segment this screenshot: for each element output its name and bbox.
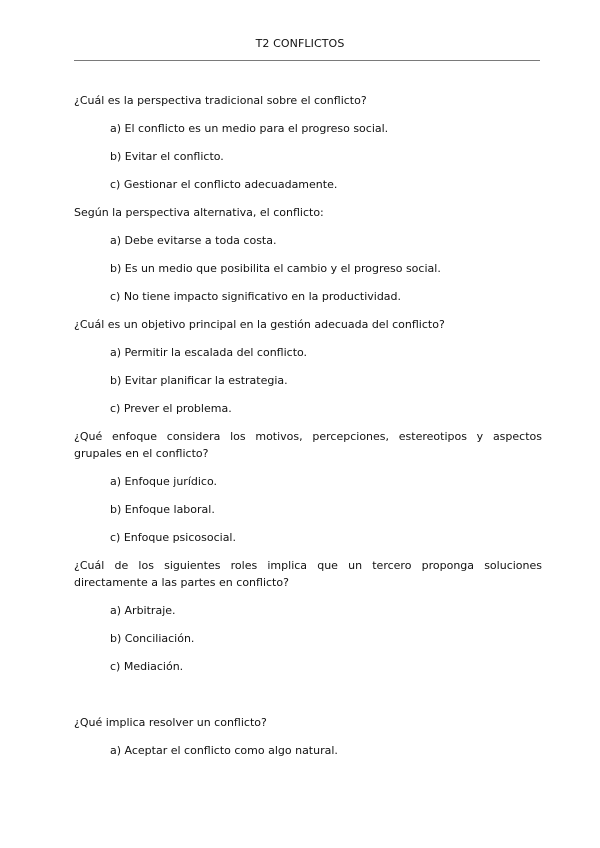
option: a) Debe evitarse a toda costa. [110,234,277,247]
option: b) Evitar planificar la estrategia. [110,374,288,387]
question-4-options [74,473,542,546]
option: b) Conciliación. [110,632,195,645]
title-divider [74,60,540,61]
option: b) Es un medio que posibilita el cambio y el progreso social. [110,262,441,275]
question-2-text: Según la perspectiva alternativa, el conflicto: [74,206,324,219]
question-3-options [74,344,542,417]
option: a) El conflicto es un medio para el progreso social. [110,122,389,135]
option: a) Permitir la escalada del conflicto. [110,346,308,359]
question-1-options [74,120,542,193]
option: c) No tiene impacto significativo en la productividad. [110,290,402,303]
document-title: T2 CONFLICTOS [255,37,345,50]
option: c) Prever el problema. [110,402,232,415]
question-1-text: ¿Cuál es la perspectiva tradicional sobre el conflicto? [74,94,367,107]
option: b) Evitar el conflicto. [110,150,224,163]
question-list [74,92,542,759]
question-6-text: ¿Qué implica resolver un conflicto? [74,716,267,729]
option: c) Mediación. [110,660,184,673]
question-4-text: ¿Qué enfoque considera los motivos, percepciones, estereotipos y aspectos grupales en el conflicto? [74,430,542,460]
question-5-text: ¿Cuál de los siguientes roles implica que un tercero proponga soluciones directamente a las partes en conflicto? [74,559,542,589]
question-5-options [74,602,542,675]
option: b) Enfoque laboral. [110,503,215,516]
question-2-options [74,232,542,305]
option: a) Enfoque jurídico. [110,475,217,488]
option: a) Arbitraje. [110,604,176,617]
question-3-text: ¿Cuál es un objetivo principal en la gestión adecuada del conflicto? [74,318,445,331]
question-6-options [74,742,542,759]
option: a) Aceptar el conflicto como algo natural. [110,744,338,757]
option: c) Enfoque psicosocial. [110,531,236,544]
option: c) Gestionar el conflicto adecuadamente. [110,178,338,191]
